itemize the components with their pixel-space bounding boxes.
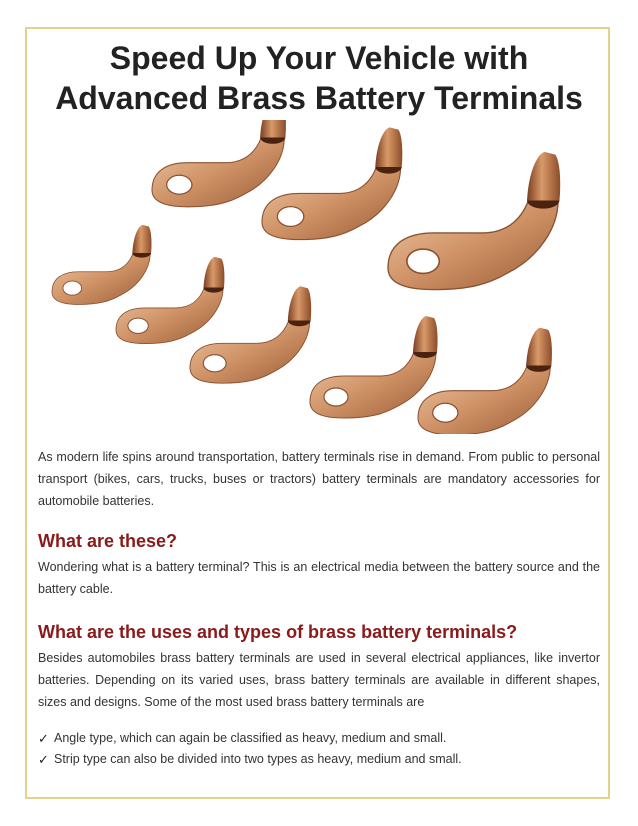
terminal-small-4 xyxy=(310,316,438,418)
intro-paragraph: As modern life spins around transportation, battery terminals rise in demand. From public to personal transport (bikes, cars, trucks, buses or tractors) battery terminals are mandatory accessories for automobile batteries. xyxy=(38,450,600,508)
terminal-large-3 xyxy=(388,152,560,290)
section-heading-what-are-these: What are these? xyxy=(38,531,178,551)
terminal-small-1 xyxy=(52,225,151,305)
section-heading-uses-and-types: What are the uses and types of brass battery terminals? xyxy=(38,622,518,642)
terminal-types-list xyxy=(38,728,600,770)
list-item xyxy=(38,749,600,770)
section-body-uses-and-types: Besides automobiles brass battery terminals are used in several electrical appliances, like invertor batteries. Depending on its varied uses, brass battery terminals are available in different shapes, sizes and designs. Some of the most used brass battery terminals are xyxy=(38,651,600,709)
terminal-small-5 xyxy=(418,328,552,434)
checkmark-icon: ✓ xyxy=(38,731,49,746)
page-title xyxy=(27,38,611,118)
list-item xyxy=(38,728,600,749)
section-body-what-are-these: Wondering what is a battery terminal? This is an electrical media between the battery source and the battery cable. xyxy=(38,560,600,596)
checkmark-icon: ✓ xyxy=(38,752,49,767)
title-line-1: Speed Up Your Vehicle with xyxy=(109,40,529,76)
list-item-text: Angle type, which can again be classified as heavy, medium and small. xyxy=(54,731,447,745)
title-line-2: Advanced Brass Battery Terminals xyxy=(55,80,583,116)
brass-terminals-photo xyxy=(40,120,598,434)
terminal-large-1 xyxy=(152,120,286,207)
list-item-text: Strip type can also be divided into two types as heavy, medium and small. xyxy=(54,752,462,766)
